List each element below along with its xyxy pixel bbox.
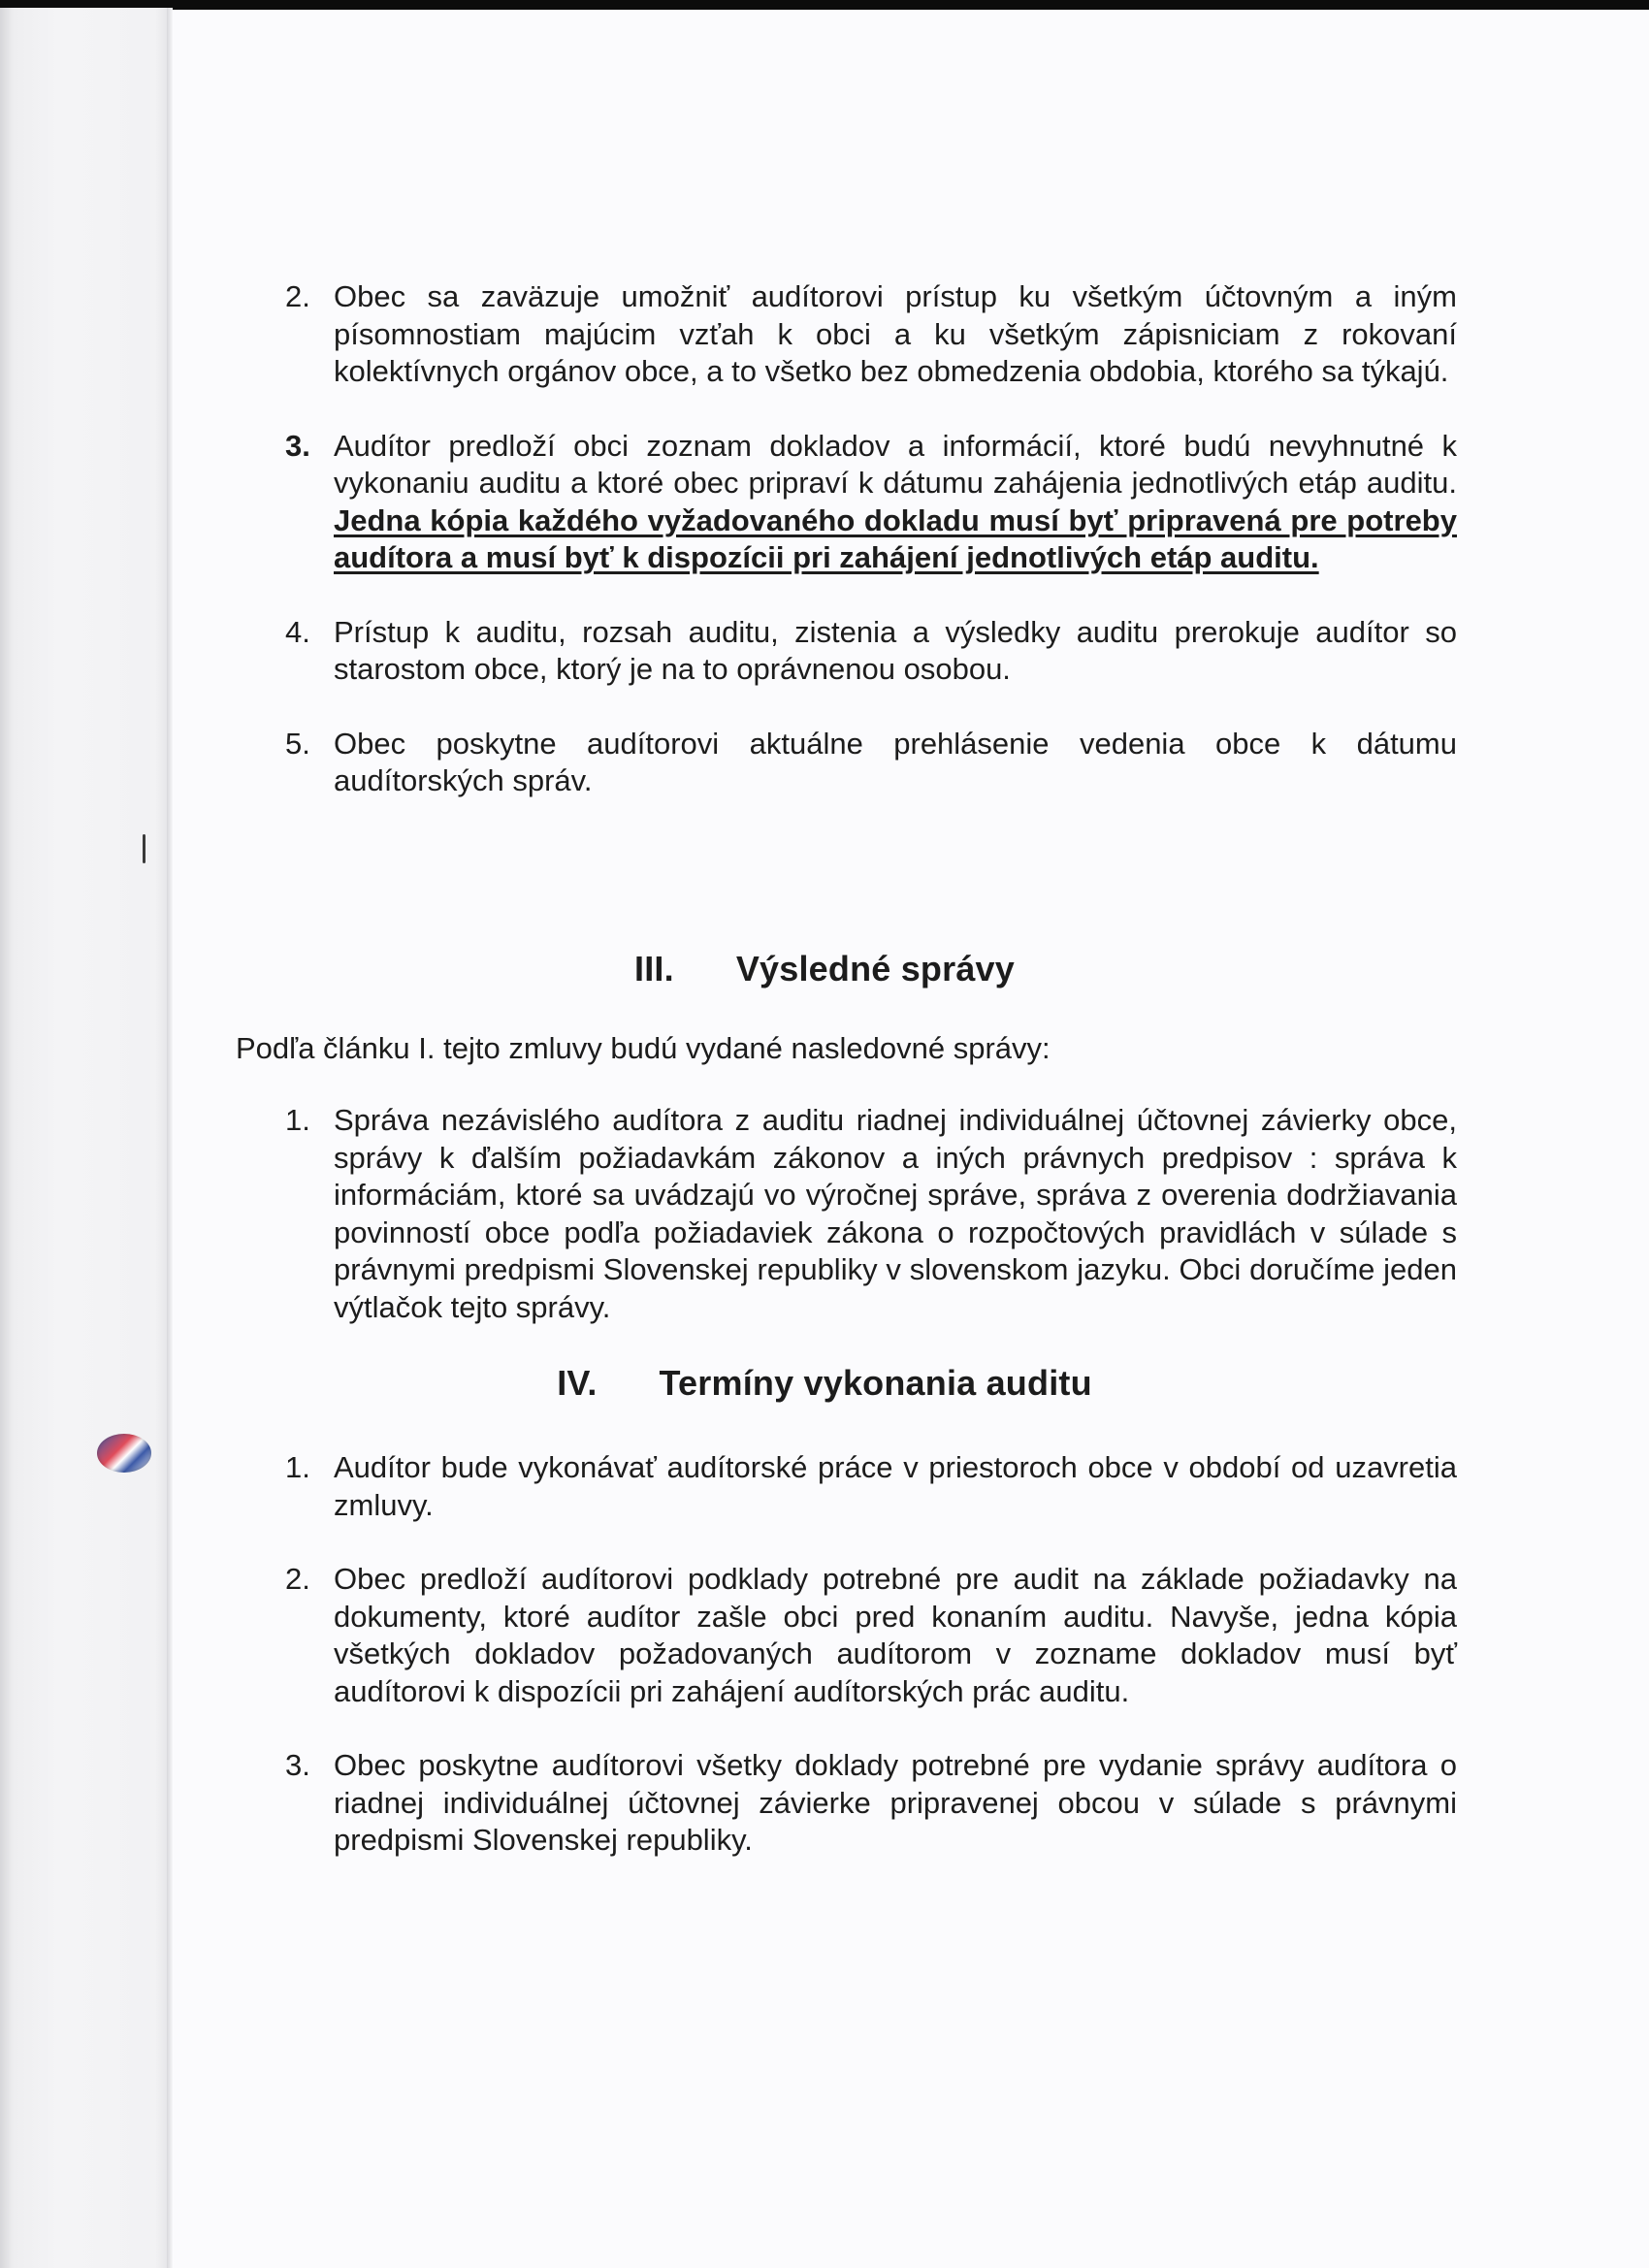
item-text: Obec predloží audítorovi podklady potrebné pre audit na základe požiadavky na dokumenty, ktoré audítor zašle obci pred konaním auditu. Navyše, jedna kópia všetkých dokladov požadovaných audítorom v zozname dokladov musí byť audítorovi k dispozícii pri zahájení audítorských prác auditu. xyxy=(334,1562,1457,1708)
list-item xyxy=(281,1102,1457,1326)
list-item xyxy=(281,1561,1457,1710)
section-iv-list xyxy=(281,1449,1457,1860)
item-number: 4. xyxy=(285,614,310,649)
section-iii-intro: Podľa článku I. tejto zmluvy budú vydané nasledovné správy: xyxy=(236,1031,1051,1065)
list-item xyxy=(281,278,1457,391)
item-number: 1. xyxy=(285,1103,310,1137)
item-emphasis: Jedna kópia každého vyžadovaného dokladu musí byť pripravená pre potreby audítora a musí byť k dispozícii pri zahájení jednotlivých etáp auditu. xyxy=(334,502,1457,574)
item-text: Obec poskytne audítorovi aktuálne prehlásenie vedenia obce k dátumu audítorských správ. xyxy=(334,726,1457,797)
section-ii-list xyxy=(281,278,1457,800)
item-text: Obec sa zaväzuje umožniť audítorovi prístup ku všetkým účtovným a iným písomnostiam majúcim vzťah k obci a ku všetkým zápisniciam z rokovaní kolektívnych orgánov obce, a to všetko bez obmedzenia obdobia, ktorého sa týkajú. xyxy=(334,279,1457,388)
section-iv-heading xyxy=(0,1363,1649,1404)
item-text: Audítor predloží obci zoznam dokladov a informácií, ktoré budú nevyhnutné k vykonaniu auditu a ktoré obec pripraví k dátumu zahájenia jednotlivých etáp auditu. xyxy=(334,428,1457,500)
item-number: 3. xyxy=(285,428,310,463)
item-text: Prístup k auditu, rozsah auditu, zistenia a výsledky auditu prerokuje audítor so starostom obce, ktorý je na to oprávnenou osobou. xyxy=(334,614,1457,686)
list-item xyxy=(281,1449,1457,1524)
item-number: 5. xyxy=(285,726,310,761)
item-number: 2. xyxy=(285,279,310,313)
item-number: 2. xyxy=(285,1562,310,1596)
item-text: Správa nezávislého audítora z auditu riadnej individuálnej účtovnej závierky obce, správy k ďalším požiadavkám zákonov a iných právnych predpisov : správa k informáciám, ktoré sa uvádzajú vo výročnej správe, správa z overenia dodržiavania povinností obce podľa požiadaviek zákona o rozpočtových pravidlách v súlade s právnymi predpismi Slovenskej republiky v slovenskom jazyku. Obci doručíme jeden výtlačok tejto správy. xyxy=(334,1103,1457,1324)
section-title: Výsledné správy xyxy=(735,949,1015,988)
item-number: 3. xyxy=(285,1748,310,1782)
section-title: Termíny vykonania auditu xyxy=(659,1363,1092,1403)
list-item xyxy=(281,428,1457,577)
item-text: Audítor bude vykonávať audítorské práce v priestoroch obce v období od uzavretia zmluvy. xyxy=(334,1450,1457,1522)
section-number: IV. xyxy=(557,1363,598,1403)
item-number: 1. xyxy=(285,1450,310,1484)
section-iii-list xyxy=(281,1102,1457,1326)
section-number: III. xyxy=(634,949,674,988)
list-item xyxy=(281,726,1457,800)
section-iii-heading xyxy=(0,949,1649,989)
item-text: Obec poskytne audítorovi všetky doklady potrebné pre vydanie správy audítora o riadnej individuálnej účtovnej závierke pripravenej obcou v súlade s právnymi predpismi Slovenskej republiky. xyxy=(334,1748,1457,1857)
list-item xyxy=(281,614,1457,689)
list-item xyxy=(281,1747,1457,1860)
